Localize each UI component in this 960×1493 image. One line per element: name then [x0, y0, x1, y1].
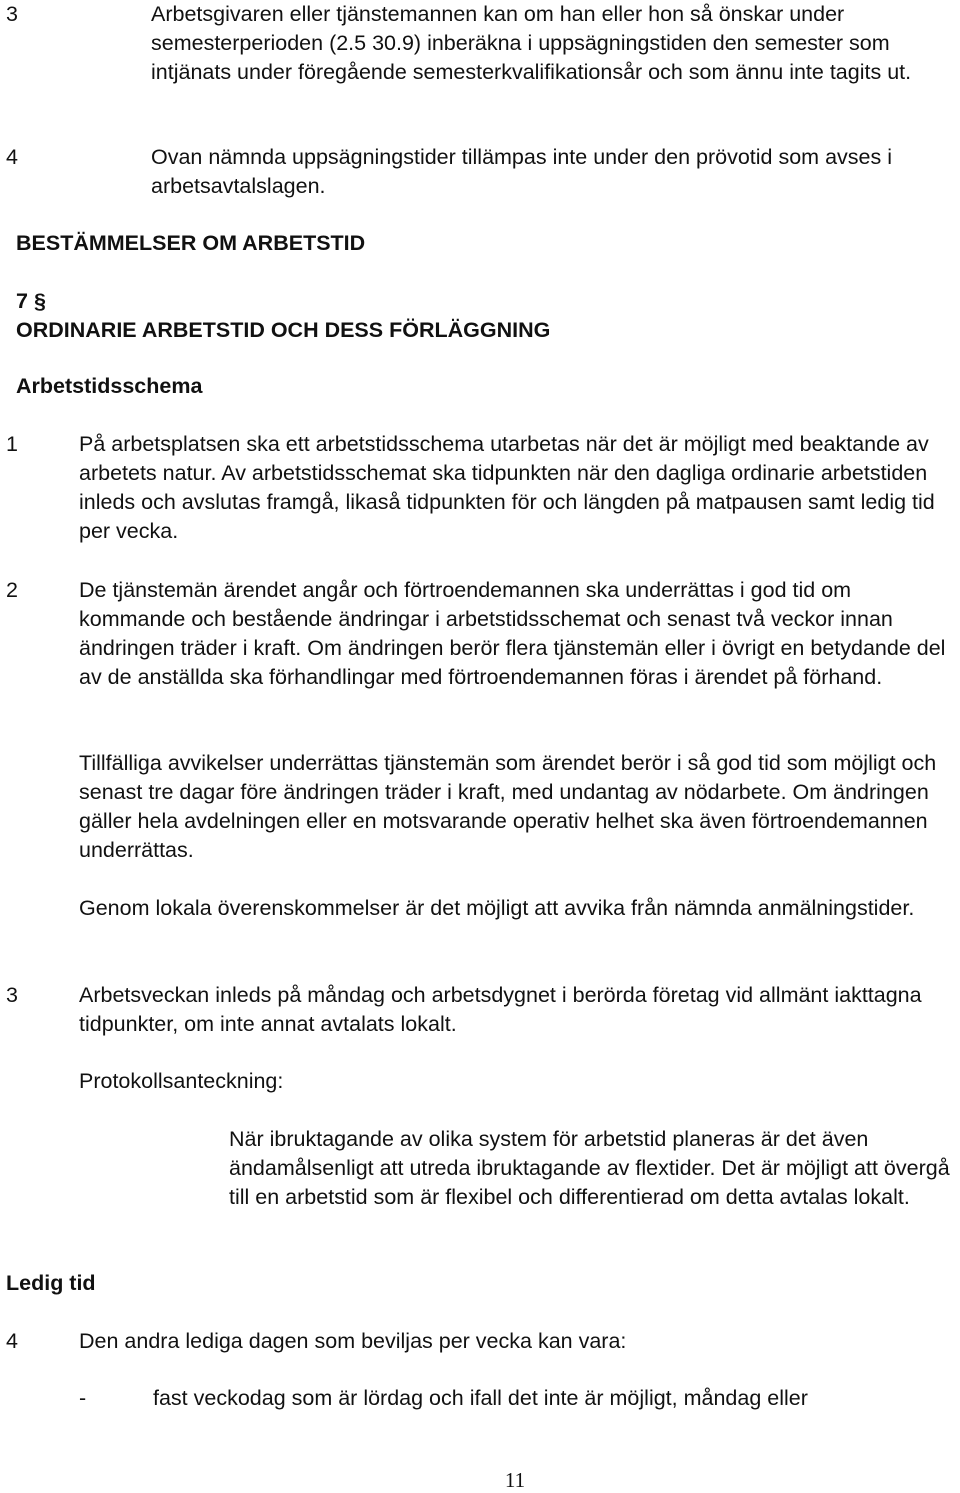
paragraph-text: Ovan nämnda uppsägningstider tillämpas inte under den prövotid som avses i arbetsavtalslagen. — [151, 145, 892, 198]
section-symbol: § — [33, 289, 46, 313]
paragraph-text: På arbetsplatsen ska ett arbetstidsschema utarbetas när det är möjligt med beaktande av arbetets natur. Av arbetstidsschemat ska tidpunkten när den dagliga ordinarie arbetstiden inleds och avslutas framgå, likaså tidpunkten för och längden på matpausen samt ledig tid per vecka. — [79, 432, 935, 543]
subheading: Ledig tid — [6, 1271, 96, 1295]
paragraph-text: Den andra lediga dagen som beviljas per vecka kan vara: — [79, 1329, 627, 1353]
page-number: 11 — [504, 1468, 526, 1492]
paragraph-text: Genom lokala överenskommelser är det möjligt att avvika från nämnda anmälningstider. — [79, 896, 915, 920]
protocol-label: Protokollsanteckning: — [79, 1069, 284, 1093]
item-number: 3 — [6, 2, 18, 26]
item-number: 4 — [6, 1329, 18, 1353]
item-number: 1 — [6, 432, 18, 456]
subheading: Arbetstidsschema — [16, 374, 203, 398]
paragraph-number-value: 7 — [16, 289, 28, 313]
item-number: 4 — [6, 145, 18, 169]
paragraph-number — [16, 287, 46, 316]
paragraph-text: Arbetsgivaren eller tjänstemannen kan om han eller hon så önskar under semesterperioden (2.5 30.9) inberäkna i uppsägningstiden den semester som intjänats under föregående semesterkvalifikationsår och som ännu inte tagits ut. — [151, 2, 912, 84]
paragraph-text: Arbetsveckan inleds på måndag och arbetsdygnet i berörda företag vid allmänt iakttagna tidpunkter, om inte annat avtalats lokalt. — [79, 983, 922, 1036]
bullet-text: fast veckodag som är lördag och ifall det inte är möjligt, måndag eller — [153, 1386, 808, 1410]
item-number: 3 — [6, 983, 18, 1007]
paragraph-text: Tillfälliga avvikelser underrättas tjänstemän som ärendet berör i så god tid som möjligt och senast tre dagar före ändringen träder i kraft, med undantag av nödarbete. Om ändringen gäller hela avdelningen eller en motsvarande operativ helhet ska även förtroendemannen underrättas. — [79, 751, 937, 862]
paragraph-title: ORDINARIE ARBETSTID OCH DESS FÖRLÄGGNING — [16, 318, 551, 342]
paragraph-text: De tjänstemän ärendet angår och förtroendemannen ska underrättas i god tid om kommande och bestående ändringar i arbetstidsschemat och senast två veckor innan ändringen träder i kraft. Om ändringen berör flera tjänstemän eller i övrigt en betydande del av de anställda ska förhandlingar med förtroendemannen föras i ärendet på förhand. — [79, 578, 946, 689]
section-title: BESTÄMMELSER OM ARBETSTID — [16, 231, 366, 255]
item-number: 2 — [6, 578, 18, 602]
bullet-dash: - — [79, 1386, 87, 1410]
protocol-text: När ibruktagande av olika system för arbetstid planeras är det även ändamålsenligt att utreda ibruktagande av flextider. Det är möjligt att övergå till en arbetstid som är flexibel och differentierad om detta avtalas lokalt. — [229, 1127, 950, 1209]
